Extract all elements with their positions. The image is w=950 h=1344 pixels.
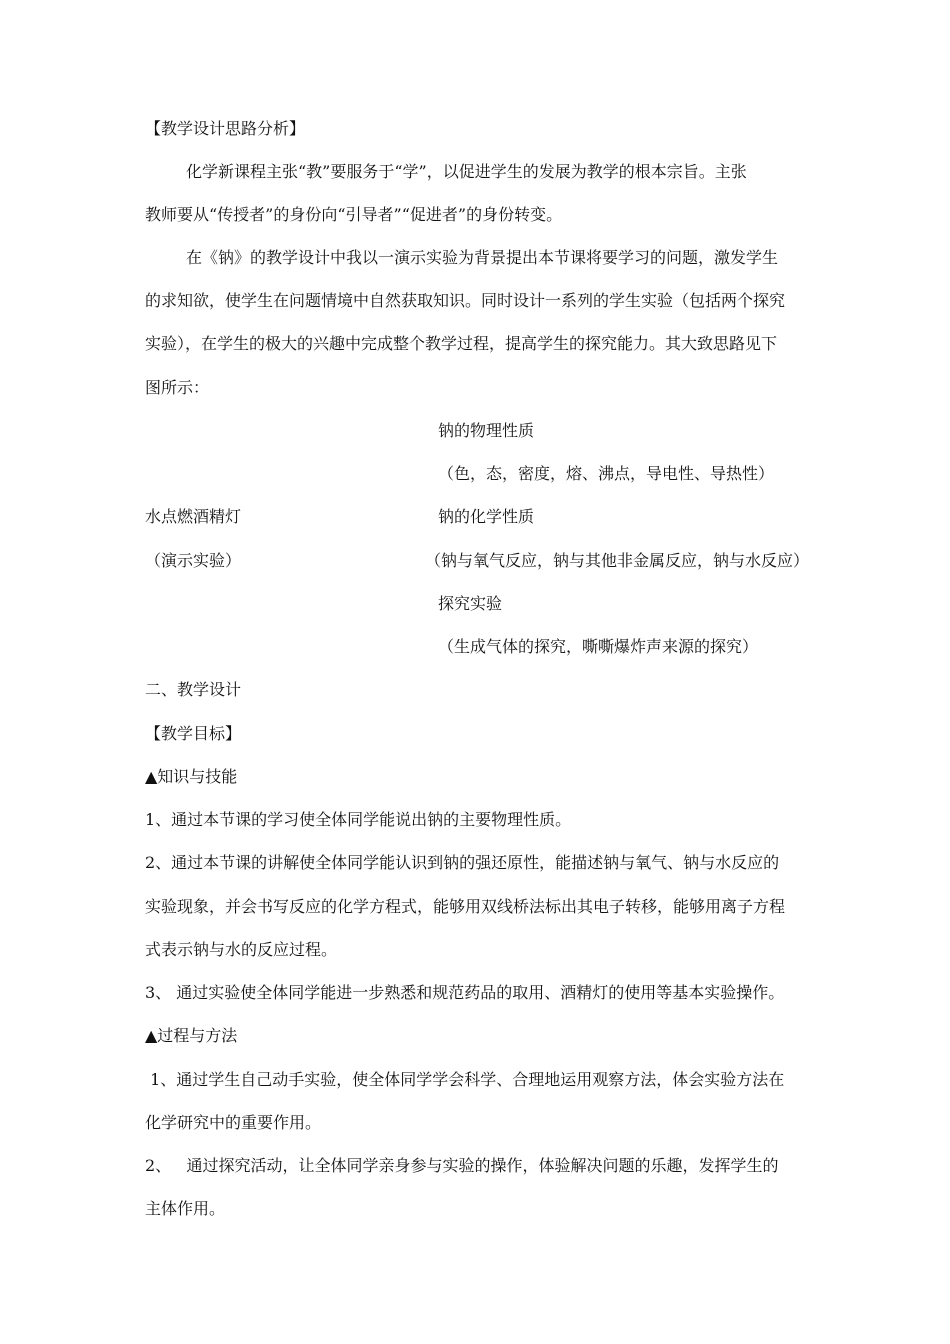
knowledge-item-line: 实验现象，并会书写反应的化学方程式，能够用双线桥法标出其电子转移，能够用离子方程 xyxy=(145,897,786,916)
intro-paragraph-2-line-4: 图所示： xyxy=(145,378,210,397)
design-heading: 二、教学设计 xyxy=(145,680,242,699)
knowledge-heading: ▲知识与技能 xyxy=(145,767,238,786)
diagram-item-title: 钠的化学性质 xyxy=(438,507,535,526)
diagram-item-detail: （生成气体的探究，嘶嘶爆炸声来源的探究） xyxy=(438,637,759,656)
diagram-item-title: 钠的物理性质 xyxy=(438,421,535,440)
knowledge-item-line: 3、 通过实验使全体同学能进一步熟悉和规范药品的取用、酒精灯的使用等基本实验操作。 xyxy=(145,983,785,1002)
intro-paragraph-2-line-1: 在《钠》的教学设计中我以一演示实验为背景提出本节课将要学习的问题，激发学生 xyxy=(186,248,779,267)
diagram-left-note: （演示实验） xyxy=(145,551,242,570)
process-item-line: 主体作用。 xyxy=(145,1199,226,1218)
diagram-item-detail: （色，态，密度，熔、沸点，导电性、导热性） xyxy=(438,464,775,483)
intro-paragraph-2-line-2: 的求知欲，使学生在问题情境中自然获取知识。同时设计一系列的学生实验（包括两个探究 xyxy=(145,291,786,310)
process-item-line: 2、 通过探究活动，让全体同学亲身参与实验的操作，体验解决问题的乐趣，发挥学生的 xyxy=(145,1156,779,1175)
intro-paragraph-1-line-1: 化学新课程主张“教”要服务于“学”，以促进学生的发展为教学的根本宗旨。主张 xyxy=(186,162,747,181)
diagram-item-detail: （钠与氧气反应，钠与其他非金属反应，钠与水反应） xyxy=(425,551,810,570)
goals-heading: 【教学目标】 xyxy=(145,724,242,743)
knowledge-item-line: 式表示钠与水的反应过程。 xyxy=(145,940,338,959)
diagram-left-title: 水点燃酒精灯 xyxy=(145,507,242,526)
intro-paragraph-1-line-2: 教师要从“传授者”的身份向“引导者”“促进者”的身份转变。 xyxy=(145,205,563,224)
process-heading: ▲过程与方法 xyxy=(145,1026,238,1045)
knowledge-item-line: 2、通过本节课的讲解使全体同学能认识到钠的强还原性，能描述钠与氧气、钠与水反应的 xyxy=(145,853,780,872)
process-item-line: 1、通过学生自己动手实验，使全体同学学会科学、合理地运用观察方法，体会实验方法在 xyxy=(145,1070,785,1089)
process-item-line: 化学研究中的重要作用。 xyxy=(145,1113,322,1132)
intro-paragraph-2-line-3: 实验），在学生的极大的兴趣中完成整个教学过程，提高学生的探究能力。其大致思路见下 xyxy=(145,334,778,353)
section-title: 【教学设计思路分析】 xyxy=(145,119,306,138)
diagram-item-title: 探究实验 xyxy=(438,594,503,613)
knowledge-item-line: 1、通过本节课的学习使全体同学能说出钠的主要物理性质。 xyxy=(145,810,572,829)
